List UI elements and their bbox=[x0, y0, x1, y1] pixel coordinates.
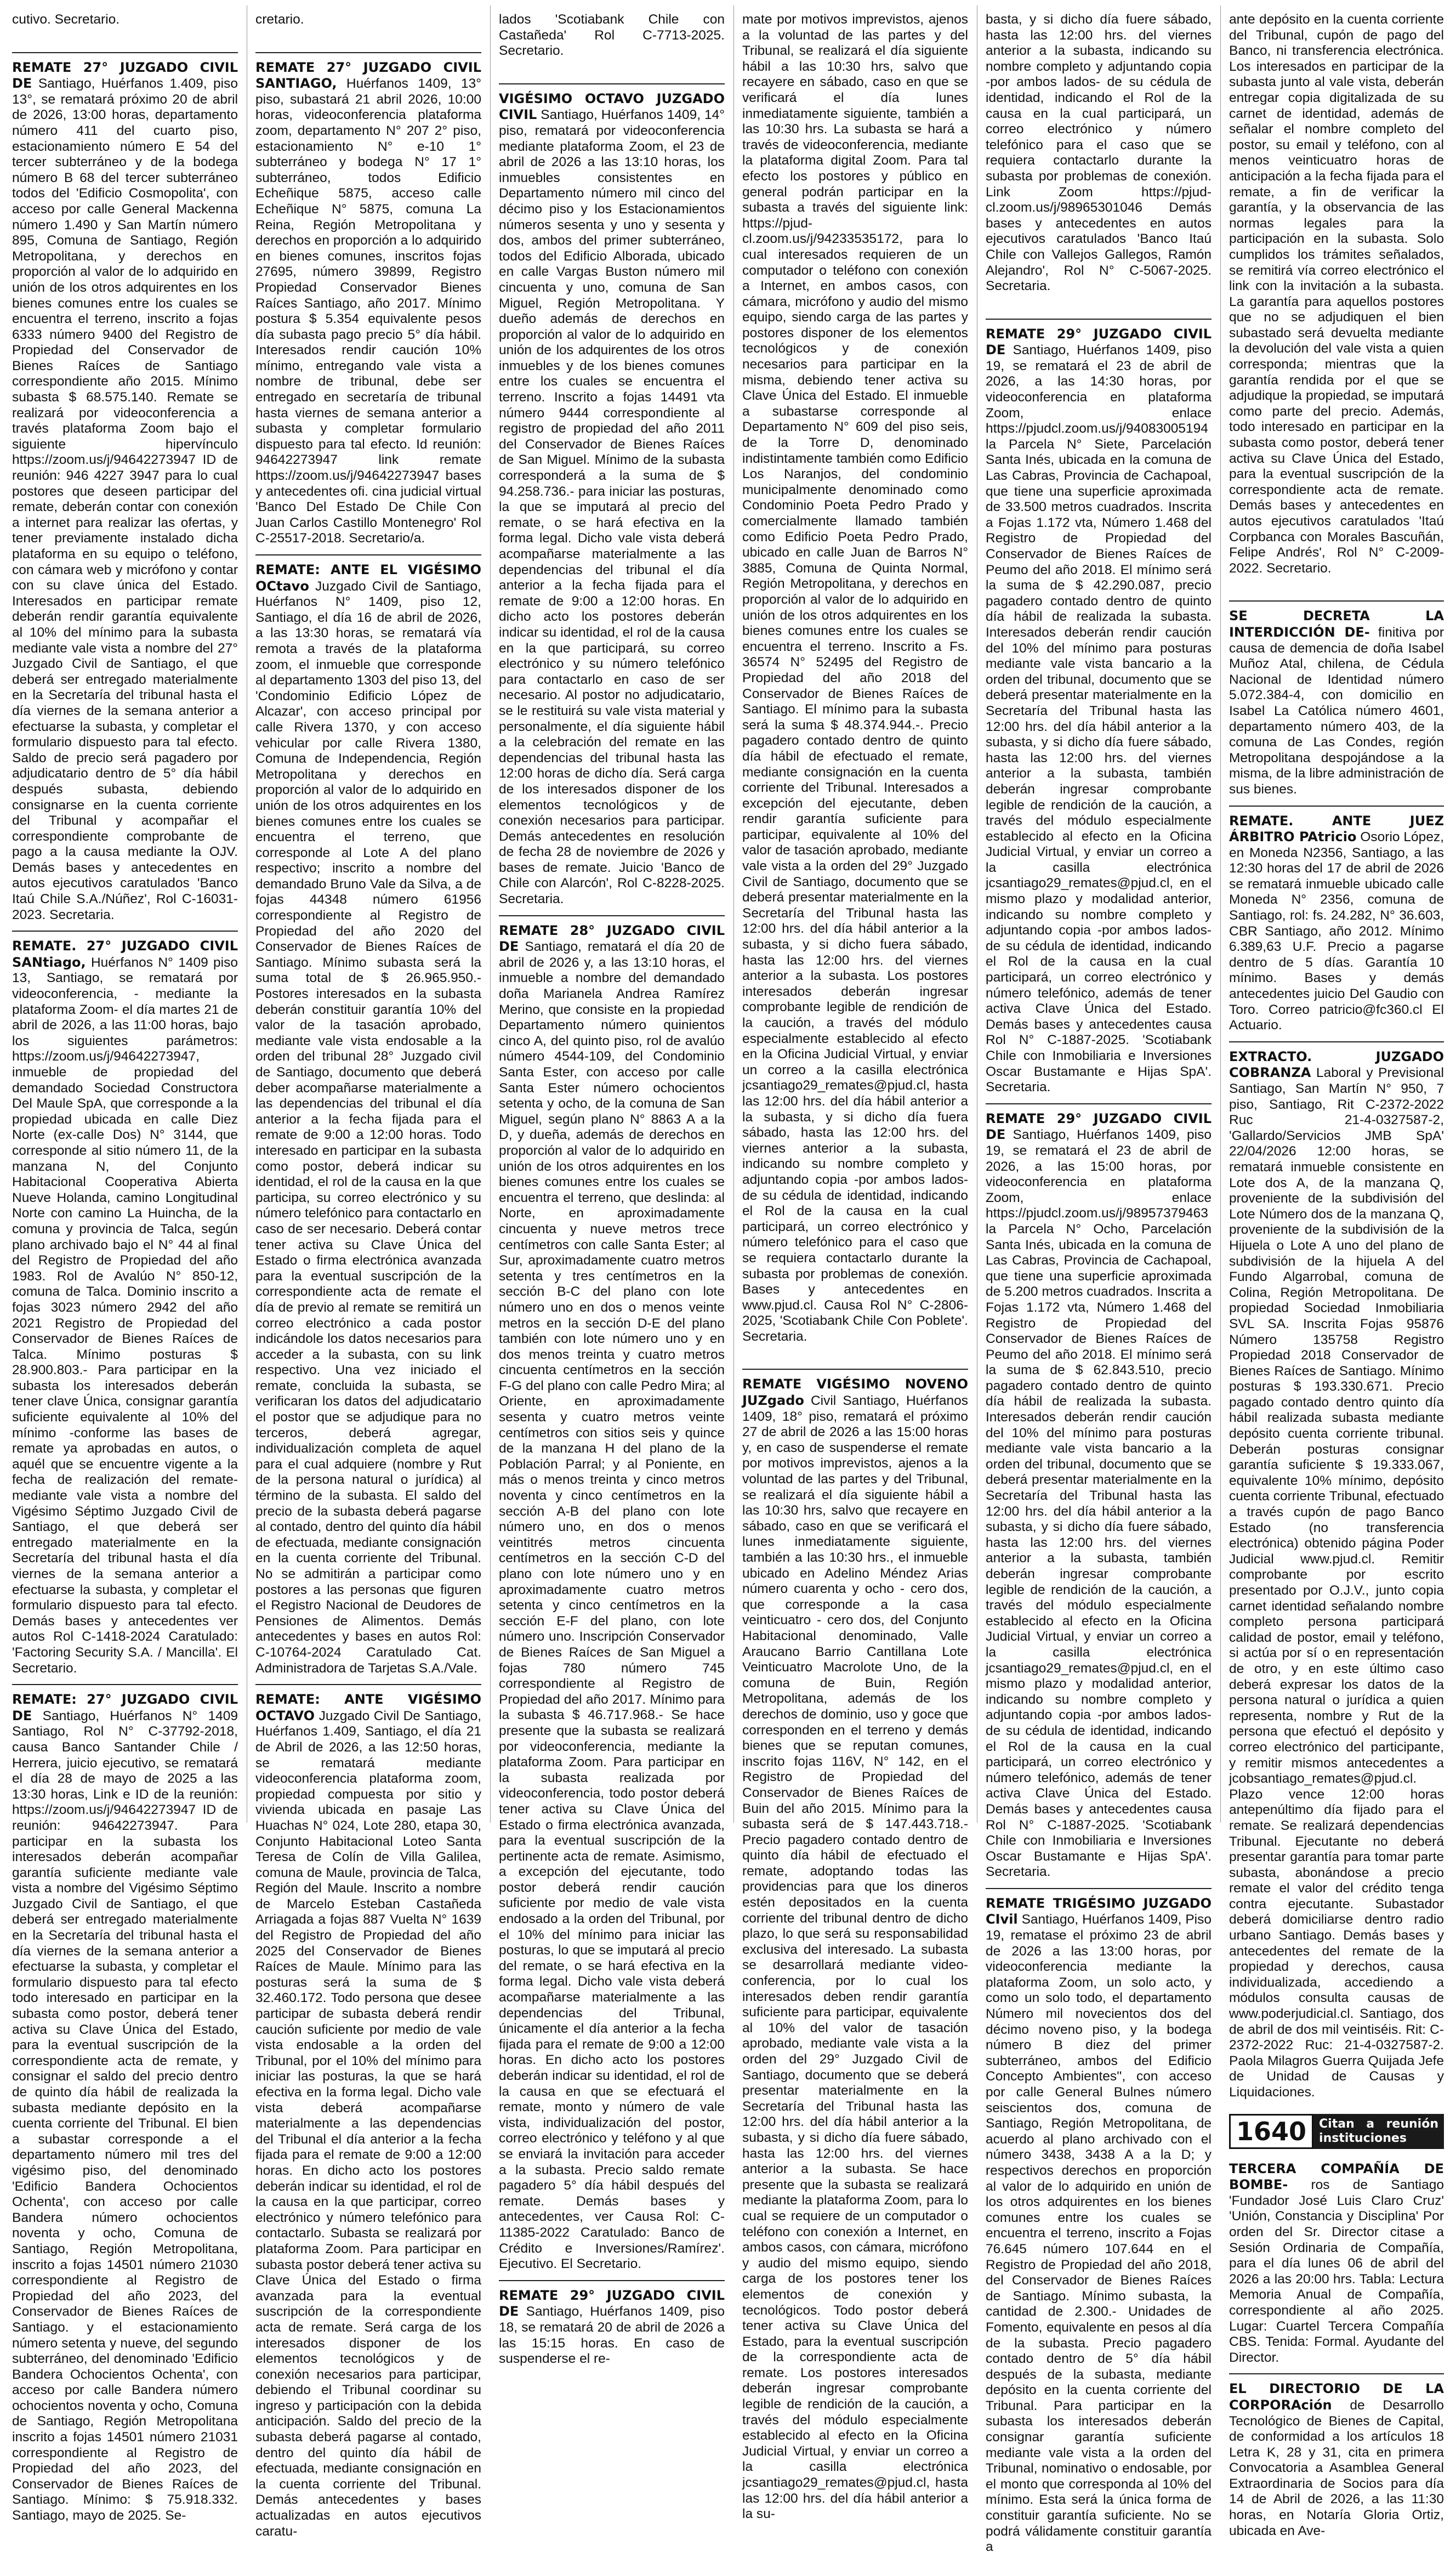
notice-body: Osorio López, en Moneda N2356, Santiago, a las 12:30 horas del 17 de abril de 2026 se rematará inmueble ubicado calle Moneda N° 2356, comuna de Santiago, rol: fs. 24.282, N° 36.603, CBR Santiago, año 2012. Mínimo 6.389,63 U.F. Precio a pagarse dentro de 5 días. Garantía 10 mínimo. Bases y demás antecedentes juicio Del Gaudio con Toro. Correo patricio@fc360.cl El Actuario. bbox=[1229, 830, 1444, 1033]
notice-body: Santiago, Huérfanos 1.409, piso 13°, se rematará próximo 20 de abril de 2026, 13:00 horas, departamento número 411 del cuarto piso, estacionamiento número E 54 del tercer subterráneo y de la bodega número B 68 del tercer subterráneo todos del 'Edificio Cosmopolita', con acceso por calle General Mackenna número 1.490 y San Martín número 895, Comuna de Santiago, Región Metropolitana, y derechos en proporción al valor de lo adquirido en unión de los otros adquirentes en los bienes comunes entre los cuales se encuentra el terreno, inscrito a fojas 6333 número 9400 del Registro de Propiedad del Conservador de Bienes Raíces de Santiago correspondiente año 2015. Mínimo subasta $ 68.575.140. Remate se realizará por videoconferencia a través plataforma Zoom bajo el siguiente hipervínculo https://zoom.us/j/94642273947 ID de reunión: 946 4227 3947 para lo cual postores que deseen participar del remate, deberán contar con conexión a internet para realizar las ofertas, y tener previamente instalado dicha plataforma en su equipo o teléfono, con cámara web y micrófono y contar con su clave única del Estado. Interesados en participar remate deberán rendir garantía equivalente al 10% del mínimo para la subasta mediante vale vista a nombre del 27° Juzgado Civil de Santiago, el que deberá ser entregado materialmente en la Secretaría del tribunal hasta el día viernes de la semana anterior a efectuarse la subasta, y completar el formulario dispuesto para tal efecto. Saldo de precio será pagadero por adjudicatario dentro de 5° día hábil después subasta, debiendo consignarse en la cuenta corriente del Tribunal y acompañar el correspondiente comprobante de pago a la causa mediante la OJV. Demás bases y antecedentes en autos ejecutivos caratulados 'Banco Itaú Chile S.A./Núñez', Rol C-16031-2023. Secretaria. bbox=[12, 76, 238, 922]
legal-notice bbox=[255, 554, 481, 1684]
notice-body: Laboral y Previsional Santiago, San Martín N° 950, 7 piso, Santiago, Rit C-2372-2022 Ruc 21-4-0327587-2, 'Gallardo/Servicios JMB SpA' 22/04/2026 12:00 horas, se rematará inmueble consistente en Lote dos A, de la manzana Q, proveniente de la subdivisión del Lote Número dos de la manzana Q, proveniente de la subdivisión de la Hijuela o Lote A uno del plano de subdivisión de la hijuela A del Fundo Algarrobal, comuna de Colina, Región Metropolitana. De propiedad Sociedad Inmobiliaria SVL SA. Inscrita Fojas 95876 Número 135758 Registro Propiedad 2018 Conservador de Bienes Raíces de Santiago. Mínimo posturas $ 193.330.671. Precio pagado contado dentro quinto día hábil realizada subasta mediante depósito cuenta corriente tribunal. Deberán posturas consignar garantía suficiente $ 19.333.067, equivalente 10% mínimo, depósito cuenta corriente Tribunal, efectuado a través cupón de pago Banco Estado (no transferencia electrónica) obtenido página Poder Judicial www.pjud.cl. Remitir comprobante por escrito presentado por O.J.V., junto copia carnet identidad señalando nombre completo persona participará calidad de postor, email y teléfono, si actúa por sí o en representación de otro, y en este último caso deberá expresar los datos de la persona natural o jurídica a quien representa, nombre y Rut de la persona que efectuó el depósito y correo electrónico del participante, y remitir mismos antecedentes a jcobsantiago_remates@pjud.cl. Plazo vence 12:00 horas antepenúltimo día fijado para el remate. Se realizará dependencias Tribunal. Ejecutante no deberá presentar garantía para tomar parte subasta, abonándose a precio remate el valor del crédito tenga contra ejecutante. Subastador deberá domiciliarse dentro radio urbano Santiago. Demás bases y antecedentes del remate de la propiedad y derechos, causa individualizada, accediendo a módulos consulta causas de www.poderjudicial.cl. Santiago, dos de abril de dos mil veintiséis. Rit: C-2372-2022 Ruc: 21-4-0327587-2. Paola Milagros Guerra Quijada Jefe de Unidad de Causas y Liquidaciones. bbox=[1229, 1065, 1444, 2100]
legal-notice bbox=[742, 5, 968, 1369]
notice-heading: REMATE. ANTE JUEZ ÁRBITRO PAtricio bbox=[1229, 813, 1444, 845]
notice-heading: REMATE 29° JUZGADO CIVIL DE bbox=[986, 326, 1212, 358]
notice-heading: REMATE 28° JUZGADO CIVIL DE bbox=[499, 922, 725, 955]
notice-heading: VIGÉSIMO OCTAVO JUZGADO CIVIL bbox=[499, 90, 725, 123]
column-5 bbox=[986, 5, 1212, 2555]
legal-notice bbox=[1229, 5, 1444, 600]
notice-heading: REMATE: ANTE EL VIGÉSIMO OCtavo bbox=[255, 562, 481, 594]
notice-heading: EL DIRECTORIO DE LA CORPORAción bbox=[1229, 2381, 1444, 2413]
legal-notice bbox=[12, 931, 238, 1684]
legal-notice bbox=[986, 1103, 1212, 1888]
notice-heading: EXTRACTO. JUZGADO COBRANZA bbox=[1229, 1048, 1444, 1081]
legal-notice bbox=[499, 915, 725, 2280]
legal-notice bbox=[499, 83, 725, 915]
notice-body: Santiago, rematará el día 20 de abril de 2026 y, a las 13:10 horas, el inmueble a nombre del demandado doña Marianela Andrea Ramírez Merino, que consiste en la propiedad Departamento número quinientos cinco A, del quinto piso, rol de avalúo número 4544-109, del Condominio Santa Ester, con acceso por calle Santa Ester número ochocientos setenta y ocho, de la comuna de San Miguel, según plano N° 8863 A a la D, y dueña, además de derechos en proporción al valor de lo adquirido en unión de los otros adquirentes en los bienes comunes entre los cuales se encuentra el terreno, que deslinda: al Norte, en aproximadamente cincuenta y nueve metros trece centímetros con calle Santa Ester; al Sur, aproximadamente cuatro metros setenta y tres centímetros en la sección B-C del plano con lote número uno en dos o menos veinte metros en la sección D-E del plano también con lote número uno y en dos menos treinta y cuatro metros cincuenta centímetros en la sección F-G del plano con calle Pedro Mira; al Oriente, en aproximadamente sesenta y cuatro metros veinte centímetros con sitios seis y quince de la manzana H del plano de la Población Parral; y al Poniente, en más o menos treinta y cinco metros noventa y cinco centímetros en la sección A-B del plano con lote número uno, en dos o menos veintitrés metros cincuenta centímetros en la sección C-D del plano con lote número uno y en aproximadamente cuatro metros setenta y cinco centímetros en la sección E-F del plano, con lote número uno. Inscripción Conservador de Bienes Raíces de San Miguel a fojas 780 número 745 correspondiente al Registro de Propiedad del año 2017. Mínimo para la subasta $ 46.717.968.- Se hace presente que la subasta se realizará por videoconferencia, mediante la plataforma Zoom. Para participar en la subasta realizada por videoconferencia, todo postor deberá tener activa su Clave Única del Estado o firma electrónica avanzada, para la eventual suscripción de la pertinente acta de remate. Asimismo, a excepción del ejecutante, todo postor deberá rendir caución suficiente por medio de vale vista endosado a la orden del Tribunal, por el 10% del mínimo para iniciar las posturas, lo que se imputará al precio del remate, o se hará efectiva en la forma legal. Dicho vale vista deberá acompañarse materialmente a las dependencias del Tribunal, únicamente el día anterior a la fecha fijada para el remate de 9:00 a 12:00 horas. En dicho acto los postores deberán indicar su identidad, el rol de la causa en que se efectuará el remate, monto y número de vale vista, individualización del postor, correo electrónico y teléfono y al que se enviará la invitación para acceder a la subasta. Precio saldo remate pagadero 5° día hábil después del remate. Demás bases y antecedentes, ver Causa Rol: C-11385-2022 Caratulado: Banco de Crédito e Inversiones/Ramírez'. Ejecutivo. El Secretario. bbox=[499, 939, 725, 2272]
notice-body: Civil Santiago, Huérfanos 1409, 18° piso, rematará el próximo 27 de abril de 2026 a las 15:00 horas y, en caso de suspenderse el remate por motivos imprevistos, ajenos a la voluntad de las partes y del Tribunal, se realizará el día siguiente hábil a las 10:30 hrs, salvo que recayere en sábado, caso en que se verificará el lunes inmediatamente siguiente, también a las 10:30 hrs., el inmueble ubicado en Adelino Méndez Arias número cuarenta y ocho - cero dos, que corresponde a la casa veinticuatro - cero dos, del Conjunto Habitacional denominado, Valle Araucano Barrio Cantillana Lote Veinticuatro Macrolote Uno, de la comuna de Buin, Región Metropolitana, además de los derechos de dominio, uso y goce que corresponden en el terreno y demás bienes que se reputan comunes, inscrito fojas 116V, N° 142, en el Registro de Propiedad del Conservador de Bienes Raíces de Buin del año 2015. Mínimo para la subasta será de $ 147.443.718.- Precio pagadero contado dentro de quinto día hábil de efectuado el remate, adoptando todas las providencias para que los dineros estén depositados en la cuenta corriente del tribunal dentro de dicho plazo, lo que será su responsabilidad exclusiva del interesado. La subasta se desarrollará mediante video-conferencia, por lo cual los interesados deben rendir garantía suficiente para participar, equivalente al 10% del valor de tasación aprobado, mediante vale vista a la orden del 29° Juzgado Civil de Santiago, documento que se deberá presentar materialmente en la Secretaría del Tribunal hasta las 12:00 hrs. del día hábil anterior a la subasta, y si dicho día fuere sábado, hasta las 12:00 hrs. del viernes anterior a la subasta. Se hace presente que la subasta se realizará mediante la plataforma Zoom, para lo cual se requiere de un computador o teléfono con conexión a Internet, en ambos casos, con cámara, micrófono y audio del mismo equipo, siendo carga de los postores tener los elementos de conexión y tecnológicos. Todo postor deberá tener activa su Clave Única del Estado, para la eventual suscripción de la correspondiente acta de remate. Los postores interesados deberán ingresar comprobante legible de rendición de la caución, a través del módulo especialmente establecido al efecto en la Oficina Judicial Virtual, y enviar un correo a la casilla electrónica jcsantiago29_remates@pjud.cl, hasta las 12:00 hrs. del día hábil anterior a la su- bbox=[742, 1393, 968, 2522]
legal-notice bbox=[1229, 2373, 1444, 2547]
legal-notice bbox=[12, 1684, 238, 2531]
notice-body: Santiago, Huérfanos N° 1409 Santiago, Rol N° C-37792-2018, causa Banco Santander Chile / Herrera, juicio ejecutivo, se rematará el día 28 de mayo de 2025 a las 13:30 horas, Link e ID de la reunión: https://zoom.us/j/94642273947 ID de reunión: 94642273947. Para participar en la subasta los interesados deberán acompañar garantía suficiente mediante vale vista a nombre del Vigésimo Séptimo Juzgado Civil de Santiago, el que deberá ser entregado materialmente en la Secretaría del tribunal hasta el día viernes de la semana anterior a efectuarse la subasta, y completar el formulario dispuesto para tal efecto todo interesado en participar en la subasta como postor, deberá tener activa su Clave Única del Estado, para la eventual suscripción de la correspondiente acta de remate, y consignar el saldo del precio dentro de quinto día hábil de realizada la subasta mediante depósito en la cuenta corriente del Tribunal. El bien a subastar corresponde a el departamento número mil tres del vigésimo piso, del denominado 'Edificio Bandera Ochocientos Ochenta', con acceso por calle Bandera número ochocientos noventa y ocho, Comuna de Santiago, Región Metropolitana, inscrito a fojas 14501 número 21030 correspondiente al Registro de Propiedad del año 2023, del Conservador de Bienes Raíces de Santiago. y el estacionamiento número setenta y nueve, del segundo subterráneo, del denominado 'Edificio Bandera Ochocientos Ochenta', con acceso por calle Bandera número ochocientos noventa y ocho, Comuna de Santiago, Región Metropolitana inscrito a fojas 14501 número 21031 correspondiente al Registro de Propiedad del año 2023, del Conservador de Bienes Raíces de Santiago. Mínimo: $ 75.918.332. Santiago, mayo de 2025. Se- bbox=[12, 1708, 238, 2524]
notice-heading: REMATE 27° JUZGADO CIVIL DE bbox=[12, 59, 238, 92]
legal-notice bbox=[1229, 1041, 1444, 2108]
notice-body: Santiago, Huérfanos 1409, 14° piso, rematará por videoconferencia mediante plataforma Zoom, el 23 de abril de 2026 a las 13:10 horas, los inmuebles consistentes en Departamento número mil cinco del décimo piso y los Estacionamientos números sesenta y uno y sesenta y dos, ambos del primer subterráneo, todos del Edificio Alborada, ubicado en calle Vargas Buston número mil cincuenta y uno, comuna de San Miguel, Región Metropolitana. Y dueño además de derechos en proporción al valor de lo adquirido en unión de los adquirentes de los otros inmuebles y de los bienes comunes entre los cuales se encuentra el terreno. Inscrito a fojas 14491 vta número 9444 correspondiente al registro de propiedad del año 2011 del Conservador de Bienes Raíces de San Miguel. Mínimo de la subasta corresponderá a la suma de $ 94.258.736.- para iniciar las posturas, la que se imputará al precio del remate, o se hará efectiva en la forma legal. Dicho vale vista deberá acompañarse materialmente a las dependencias del tribunal el día anterior a la fecha fijada para el remate de 9:00 a 12:00 horas. En dicho acto los postores deberán indicar su identidad, el rol de la causa en la que participará, su correo electrónico y su número telefónico para contactarlo en caso de ser necesario. Al postor no adjudicatario, se le restituirá su vale vista material y personalmente, el día siguiente hábil a la celebración del remate en las dependencias del tribunal hasta las 12:00 horas de dicho día. Será carga de los interesados disponer de los elementos tecnológicos y de conexión necesarios para participar. Demás antecedentes en resolución de fecha 28 de noviembre de 2026 y bases de remate. Juicio 'Banco de Chile con Alarcón', Rol C-8228-2025. Secretaria. bbox=[499, 107, 725, 907]
notice-body: cretario. bbox=[255, 12, 304, 27]
notice-body: basta, y si dicho día fuere sábado, hasta las 12:00 hrs. del viernes anterior a la subasta, indicando su nombre completo y adjuntando copia -por ambos lados- de su cédula de identidad, indicando el Rol de la causa en la cual participará, un correo electrónico y número telefónico para el caso que se requiera contactarlo durante la subasta por problemas de conexión. Link Zoom https://pjud-cl.zoom.us/j/98965301046 Demás bases y antecedentes en autos ejecutivos caratulados 'Banco Itaú Chile con Vallejos Gallegos, Ramón Alejandro', Rol N° C-5067-2025. Secretaria. bbox=[986, 12, 1212, 294]
legal-notice bbox=[1229, 2154, 1444, 2374]
notice-body: cutivo. Secretario. bbox=[12, 12, 120, 27]
column-6-lower bbox=[1229, 2154, 1444, 2547]
legal-notice bbox=[255, 52, 481, 554]
notice-body: de Desarrollo Tecnológico de Bienes de Capital, de conformidad a los artículos 18 Letra K, 28 y 31, cita en primera Convocatoria a Asamblea General Extraordinaria de Socios para día 14 de Abril de 2026, a las 11:30 horas, en Notaría Gloria Ortiz, ubicada en Ave- bbox=[1229, 2397, 1444, 2538]
notice-heading: TERCERA COMPAÑÍA DE BOMBE- bbox=[1229, 2161, 1444, 2193]
notice-body: Santiago, Huérfanos 1409, piso 18, se rematará 20 de abril de 2026 a las 15:15 horas. En caso de suspenderse el re- bbox=[499, 2304, 725, 2367]
section-label: Citan a reunión instituciones bbox=[1313, 2114, 1444, 2149]
legal-notice bbox=[1229, 600, 1444, 805]
notice-body: Juzgado Civil De Santiago, Huérfanos 1.409, Santiago, el día 21 de Abril de 2026, a las 12:50 horas, se rematará mediante videoconferencia plataforma zoom, propiedad compuesta por sitio y vivienda ubicada en pasaje Las Huachas N° 024, Lote 280, etapa 30, Conjunto Habitacional Loteo Santa Teresa de Colín de Villa Galilea, comuna de Maule, provincia de Talca, Región del Maule. Inscrito a nombre de Marcelo Esteban Castañeda Arriagada a fojas 887 Vuelta N° 1639 del Registro de Propiedad del año 2025 del Conservador de Bienes Raíces de Maule. Mínimo para las posturas será la suma de $ 32.460.172. Todo persona que desee participar de subasta deberá rendir caución suficiente por medio de vale vista endosable a la orden del Tribunal, por el 10% del mínimo para iniciar las posturas, la que se hará efectiva en la forma legal. Dicho vale vista deberá acompañarse materialmente a las dependencias del Tribunal el día anterior a la fecha fijada para el remate de 9:00 a 12:00 horas. En dicho acto los postores deberán indicar su identidad, el rol de la causa en la que participar, correo electrónico y número telefónico para contactarlo. Subasta se realizará por plataforma Zoom. Para participar en subasta postor deberá tener activa su Clave Única del Estado o firma avanzada para la eventual suscripción de la correspondiente acta de remate. Será carga de los interesados disponer de los elementos tecnológicos y de conexión necesarios para participar, debiendo el Tribunal coordinar su ingreso y participación con la debida anticipación. Saldo del precio de la subasta deberá pagarse al contado, dentro del quinto día hábil de efectuada, mediante consignación en la cuenta corriente del Tribunal. Demás antecedentes y bases actualizadas en autos ejecutivos caratu- bbox=[255, 1708, 481, 2539]
column-1 bbox=[12, 5, 238, 2524]
notice-body: finitiva por causa de demencia de doña Isabel Muñoz Atal, chilena, de Cédula Nacional de Identidad número 5.072.384-4, con domicilio en Isabel La Católica número 4601, departamento número 403, de la comuna de Las Condes, región Metropolitana despojándose a la misma, de la libre administración de sus bienes. bbox=[1229, 625, 1444, 797]
legal-notice bbox=[986, 1888, 1212, 2563]
notice-body: ros de Santiago 'Fundador José Luis Claro Cruz' 'Unión, Constancia y Disciplina' Por orden del Sr. Director citase a Sesión Ordinaria de Compañía, para el día lunes 06 de abril del 2026 a las 20:00 hrs. Tabla: Lectura Memoria Anual de Compañía, correspondiente al año 2025. Lugar: Cuartel Tercera Compañía CBS. Tenida: Formal. Ayudante del Director. bbox=[1229, 2178, 1444, 2365]
legal-notice bbox=[12, 5, 238, 52]
notice-body: Juzgado Civil de Santiago, Huérfanos N° 1409, piso 12, Santiago, el día 16 de abril de 2026, a las 13:30 horas, se rematará vía remota a través de la plataforma zoom, el inmueble que corresponde al departamento 1303 del piso 13, del 'Condominio Edificio López de Alcazar', con acceso principal por calle Rivera 1370, y con acceso vehicular por calle Rivera 1380, Comuna de Independencia, Región Metropolitana y derechos en proporción al valor de lo adquirido en unión de los otros adquirentes en los bienes comunes entre los cuales se encuentra el terreno, que corresponde al Lote A del plano respectivo; inscrito a nombre del demandado Bruno Vale da Silva, a de fojas 44348 número 61956 correspondiente al Registro de Propiedad del año 2020 del Conservador de Bienes Raíces de Santiago. Mínimo subasta será la suma total de $ 26.965.950.- Postores interesados en la subasta deberán constituir garantía 10% del valor de la tasación aprobado, mediante vale vista endosable a la orden del tribunal 28° Juzgado civil de Santiago, documento que deberá deber acompañarse materialmente a las dependencias del tribunal el día anterior a la fecha fijada para el remate de 9:00 a 12:00 horas. Todo interesado en participar en la subasta como postor, deberá indicar su identidad, el rol de la causa en la que participa, su correo electrónico y su número telefónico para contactarlo en caso de ser necesario. Deberá contar tener activa su Clave Única del Estado o firma electrónica avanzada para la eventual suscripción de la correspondiente acta de remate el día de previo al remate se remitirá un correo electrónico a cada postor indicándole los datos necesarios para acceder a la subasta, con su link respectivo. Una vez iniciado el remate, concluida la subasta, se verificaran los datos del adjudicatario el postor que se adjudique para no terceros, deberá agregar, individualización completa de aquel para el cual adquiere (nombre y Rut de la persona natural o jurídica) al término de la subasta. El saldo del precio de la subasta deberá pagarse al contado, dentro del quinto día hábil de efectuada, mediante consignación en la cuenta corriente del Tribunal. No se admitirán a participar como postores a las personas que figuren el Registro Nacional de Deudores de Pensiones de Alimentos. Demás antecedentes y bases en autos Rol: C-10764-2024 Caratulado Cat. Administradora de Tarjetas S.A./Vale. bbox=[255, 579, 481, 1676]
notice-heading: REMATE: ANTE VIGÉSIMO OCTAVO bbox=[255, 1692, 481, 1723]
notice-body: Santiago, Huérfanos 1409, Piso 19, rematase el próximo 23 de abril de 2026 a las 13:00 horas, por videoconferencia mediante la plataforma Zoom, un solo acto, y como un solo todo, el departamento Número mil novecientos dos del décimo noveno piso, y la bodega número B diez del primer subterráneo, ambos del Edificio Concepto Ambientes'', con acceso por calle General Bulnes número seiscientos dos, comuna de Santiago, Región Metropolitana, de acuerdo al plano archivado con el número 3438, 3438 A a la D; y respectivos derechos en proporción al valor de lo adquirido en unión de los otros adquirentes en los bienes comunes entre los cuales se encuentra el terreno, inscrito a Fojas 76.645 número 107.644 en el Registro de Propiedad del año 2018, del Conservador de Bienes Raíces de Santiago. Mínimo subasta, la cantidad de 2.300.- Unidades de Fomento, equivalente en pesos al día de la subasta. Precio pagadero contado dentro de 5° día hábil después de la subasta, mediante depósito en la cuenta corriente del Tribunal. Para participar en la subasta los interesados deberán consignar garantía suficiente mediante vale vista a la orden del Tribunal, nominativo o endosable, por el monto que corresponda al 10% del mínimo. Esta será la única forma de constituir garantía suficiente. No se podrá válidamente constituir garantía a bbox=[986, 1912, 1212, 2555]
notice-heading: SE DECRETA LA INTERDICCIÓN DE- bbox=[1229, 608, 1444, 640]
notice-heading: REMATE: 27° JUZGADO CIVIL DE bbox=[12, 1692, 238, 1723]
notice-heading: REMATE TRIGÉSIMO JUZGADO CIvil bbox=[986, 1895, 1212, 1927]
notice-body: ante depósito en la cuenta corriente del Tribunal, cupón de pago del Banco, ni transferencia electrónica. Los interesados en participar de la subasta junto al vale vista, deberán entregar copia digitalizada de su carnet de identidad, además de señalar el nombre completo del postor, su email y teléfono, con al menos veinticuatro horas de anticipación a la fecha fijada para el remate, a fin de verificar la garantía, y la observancia de las normas legales para la participación en la subasta. Solo cumplidos los trámites señalados, se remitirá vía correo electrónico el link con la invitación a la subasta. La garantía para aquellos postores que no se adjudiquen el bien subastado será devuelta mediante la devolución del vale vista a quien corresponda; mientras que la garantía rendida por el que se adjudique la propiedad, se imputará como parte del precio. Además, todo interesado en participar en la subasta como postor, deberá tener activa su Clave Única del Estado, para la eventual suscripción de la correspondiente acta de remate. Demás bases y antecedentes en autos ejecutivos caratulados 'Itaú Corpbanca con Morales Bascuñán, Felipe Andrés', Rol N° C-2009-2022. Secretario. bbox=[1229, 12, 1444, 576]
legal-notice bbox=[499, 5, 725, 83]
column-6-upper bbox=[1229, 5, 1444, 2108]
legal-notice bbox=[742, 1369, 968, 2530]
notice-heading: REMATE 29° JUZGADO CIVIL DE bbox=[986, 1110, 1212, 1143]
notice-heading: REMATE VIGÉSIMO NOVENO JUZgado bbox=[742, 1376, 968, 1409]
notice-body: Santiago, Huérfanos 1409, piso 19, se rematará el 23 de abril de 2026, a las 14:30 horas, por videoconferencia en plataforma Zoom, enlace https://pjudcl.zoom.us/j/94083005194 la Parcela N° Siete, Parcelación Santa Inés, ubicada en la comuna de Las Cabras, Provincia de Cachapoal, que tiene una superficie aproximada de 33.500 metros cuadrados. Inscrita a Fojas 1.172 vta, Número 1.468 del Registro de Propiedad del Conservador de Bienes Raíces de Peumo del año 2018. El mínimo será la suma de $ 42.290.087, precio pagadero contado dentro de quinto día hábil de realizada la subasta. Interesados deberán rendir caución del 10% del mínimo para posturas mediante vale vista bancario a la orden del tribunal, documento que se deberá presentar materialmente en la Secretaría del Tribunal hasta las 12:00 hrs. del día hábil anterior a la subasta, y si dicho día fuere sábado, hasta las 12:00 hrs. del viernes anterior a la subasta, también deberán ingresar comprobante legible de rendición de la caución, a través del módulo especialmente establecido al efecto en la Oficina Judicial Virtual, y enviar un correo a la casilla electrónica jcsantiago29_remates@pjud.cl, en el mismo plazo y modalidad anterior, indicando su nombre completo y adjuntando copia -por ambos lados- de su cédula de identidad, indicando el Rol de la causa en la cual participará, un correo electrónico y número telefónico, además de tener activa Clave Única del Estado. Demás bases y antecedentes causa Rol N° C-1887-2025. 'Scotiabank Chile con Inmobiliaria e Inversiones Oscar Bustamante e Hijas SpA'. Secretaria. bbox=[986, 343, 1212, 1095]
section-header bbox=[1229, 2114, 1444, 2149]
legal-notice bbox=[12, 52, 238, 931]
notice-body: mate por motivos imprevistos, ajenos a la voluntad de las partes y del Tribunal, se realizará el día siguiente hábil a las 10:30 hrs, salvo que recayere en sábado, caso en que se verificará el día lunes inmediatamente siguiente, también a las 10:30 hrs. La subasta se hará a través de videoconferencia, mediante la plataforma digital Zoom. Para tal efecto los postores y público en general podrán participar en la subasta a través del siguiente link: https://pjud-cl.zoom.us/j/94233535172, para lo cual interesados requieren de un computador o teléfono con conexión a Internet, en ambos casos, con cámara, micrófono y audio del mismo equipo, siendo carga de las partes y postores disponer de los elementos tecnológicos y de conexión necesarios para participar en la misma, debiendo tener activa su Clave Única del Estado. El inmueble a subastarse corresponde al Departamento N° 609 del piso seis, de la Torre D, denominado indistintamente también como Edificio Los Naranjos, del condominio municipalmente denominado como Condominio Poeta Pedro Prado y comercialmente llamado también como Edificio Poeta Pedro Prado, ubicado en calle Juan de Barros N° 3885, Comuna de Quinta Normal, Región Metropolitana, y derechos en proporción al valor de lo adquirido en unión de los otros adquirentes en los bienes comunes entre los cuales se encuentra el terreno. Inscrito a Fs. 36574 N° 52495 del Registro de Propiedad del año 2018 del Conservador de Bienes Raíces de Santiago. El mínimo para la subasta será la suma $ 48.374.944.-. Precio pagadero contado dentro de quinto día hábil de efectuado el remate, mediante consignación en la cuenta corriente del Tribunal. Interesados a excepción del ejecutante, deben rendir garantía suficiente para participar, equivalente al 10% del valor de tasación aprobado, mediante vale vista a la orden del 29° Juzgado Civil de Santiago, documento que se deberá presentar materialmente en la Secretaría del Tribunal hasta las 12:00 hrs. del día hábil anterior a la subasta, y si dicho fuera sábado, hasta las 12:00 hrs. del viernes anterior a la subasta. Los postores interesados deberán ingresar comprobante legible de rendición de la caución, a través del módulo especialmente establecido al efecto en la Oficina Judicial Virtual, y enviar un correo a la casilla electrónica jcsantiago29_remates@pjud.cl, hasta las 12:00 hrs. del día hábil anterior a la subasta, y si dicho día fuera sábado, hasta las 12:00 hrs. del viernes anterior a la subasta, indicando su nombre completo y adjuntando copia -por ambos lados- de su cédula de identidad, indicando el Rol de la causa en la cual participará, un correo electrónico y número telefónico para el caso que se requiera contactarlo durante la subasta por problemas de conexión. Bases y antecedentes en www.pjud.cl. Causa Rol N° C-2806-2025, 'Scotiabank Chile Con Poblete'. Secretaria. bbox=[742, 12, 968, 1344]
legal-notice bbox=[986, 319, 1212, 1103]
legal-notice bbox=[986, 5, 1212, 319]
column-6 bbox=[1229, 5, 1444, 2538]
notice-heading: REMATE 29° JUZGADO CIVIL DE bbox=[499, 2287, 725, 2320]
notice-heading: REMATE. 27° JUZGADO CIVIL SANtiago, bbox=[12, 938, 238, 970]
column-rule bbox=[1220, 5, 1221, 1823]
column-3 bbox=[499, 5, 725, 2367]
notice-body: Huérfanos 1409, 13° piso, subastará 21 abril 2026, 10:00 horas, videoconferencia plataforma zoom, departamento N° 207 2° piso, estacionamiento N° e-10 1° subterráneo y bodega N° 17 1° subterráneo, todos Edificio Echeñique 5875, acceso calle Echeñique N° 5875, comuna La Reina, Región Metropolitana y derechos en proporción a lo adquirido en bienes comunes, inscritos fojas 27695, número 39899, Registro Propiedad Conservador Bienes Raíces Santiago, año 2017. Mínimo postura $ 5.354 equivalente pesos día subasta pago precio 5° día hábil. Interesados rendir caución 10% mínimo, entregando vale vista a nombre de tribunal, debe ser entregado en secretaría de tribunal hasta viernes de semana anterior a subasta y completar formulario dispuesto para tal efecto. Id reunión: 94642273947 link remate https://zoom.us/j/94642273947 bases y antecedentes ofi. cina judicial virtual 'Banco Del Estado De Chile Con Juan Carlos Castillo Montenegro' Rol C-25517-2018. Secretario/a. bbox=[255, 76, 481, 546]
column-rule bbox=[490, 5, 491, 1823]
legal-notice bbox=[255, 5, 481, 52]
legal-notice bbox=[499, 2280, 725, 2375]
notice-body: lados 'Scotiabank Chile con Castañeda' Rol C-7713-2025. Secretario. bbox=[499, 12, 725, 59]
notice-body: Santiago, Huérfanos 1409, piso 19, se rematará el 23 de abril de 2026, a las 15:00 horas, por videoconferencia en plataforma Zoom, enlace https://pjudcl.zoom.us/j/98957379463 la Parcela N° Ocho, Parcelación Santa Inés, ubicada en la comuna de Las Cabras, Provincia de Cachapoal, que tiene una superficie aproximada de 5.200 metros cuadrados. Inscrita a Fojas 1.172 vta, Número 1.468 del Registro de Propiedad del Conservador de Bienes Raíces de Peumo del año 2018. El mínimo será la suma de $ 62.843.510, precio pagadero contado dentro de quinto día hábil de realizada la subasta. Interesados deberán rendir caución del 10% del mínimo para posturas mediante vale vista bancario a la orden del tribunal, documento que se deberá presentar materialmente en la Secretaría del Tribunal hasta las 12:00 hrs. del día hábil anterior a la subasta, y si dicho día fuere sábado, hasta las 12:00 hrs. del viernes anterior a la subasta, también deberán ingresar comprobante legible de rendición de la caución, a través del módulo especialmente establecido al efecto en la Oficina Judicial Virtual, y enviar un correo a la casilla electrónica jcsantiago29_remates@pjud.cl, en el mismo plazo y modalidad anterior, indicando su nombre completo y adjuntando copia -por ambos lados- de su cédula de identidad, indicando el Rol de la causa en la cual participará, un correo electrónico y número telefónico, además de tener activa Clave Única del Estado. Demás bases y antecedentes causa Rol N° C-1887-2025. 'Scotiabank Chile con Inmobiliaria e Inversiones Oscar Bustamante e Hijas SpA'. Secretaria. bbox=[986, 1127, 1212, 1880]
legal-notice bbox=[1229, 806, 1444, 1041]
section-number: 1640 bbox=[1229, 2114, 1313, 2149]
column-4 bbox=[742, 5, 968, 2522]
legal-notice bbox=[255, 1684, 481, 2547]
column-2 bbox=[255, 5, 481, 2539]
column-rule bbox=[733, 5, 734, 1823]
notice-heading: REMATE 27° JUZGADO CIVIL SANTIAGO, bbox=[255, 59, 481, 92]
notice-body: Huérfanos N° 1409 piso 13, Santiago, se rematará por videoconferencia, - mediante la plataforma Zoom- el día martes 21 de abril de 2026, a las 11:00 horas, bajo los siguientes parámetros: https://zoom.us/j/94642273947, inmueble de propiedad del demandado Sociedad Constructora Del Maule SpA, que corresponde a la propiedad ubicada en calle Diez Norte (ex-calle Dos) N° 3144, que corresponde al sitio número 11, de la manzana N, del Conjunto Habitacional Cooperativa Abierta Nueve Holanda, camino Longitudinal Norte con camino La Huincha, de la comuna y provincia de Talca, según plano archivado bajo el N° 44 al final del Registro de Propiedad del año 1983. Rol de Avalúo N° 850-12, comuna de Talca. Dominio inscrito a fojas 3023 número 2942 del año 2021 Registro de Propiedad del Conservador de Bienes Raíces de Talca. Mínimo posturas $ 28.900.803.- Para participar en la subasta los interesados deberán tener clave Única, consignar garantía suficiente equivalente al 10% del mínimo -conforme las bases de remate ya aprobadas en autos, o aquél que se encuentre vigente a la fecha de realización del remate- mediante vale vista a nombre del Vigésimo Séptimo Juzgado Civil de Santiago, el que deberá ser entregado materialmente en la Secretaría del tribunal hasta el día viernes de la semana anterior a efectuarse la subasta, y completar el formulario dispuesto para tal efecto. Demás bases y antecedentes ver autos Rol C-1418-2024 Caratulado: 'Factoring Security S.A. / Mancilla'. El Secretario. bbox=[12, 955, 238, 1676]
newspaper-page bbox=[12, 5, 1444, 2555]
